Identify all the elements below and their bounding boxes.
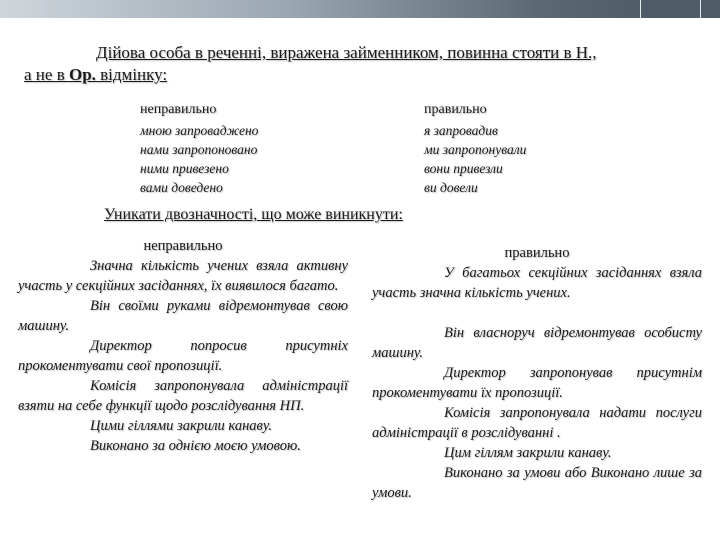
slide-top-accent (640, 0, 720, 18)
pronoun-right-header: правильно (424, 102, 487, 117)
list-item: Комісія запропонувала надати послуги адміністрації в розслідуванні . (372, 405, 702, 441)
rule-heading (24, 42, 704, 86)
pronoun-right-list (424, 121, 526, 197)
rule-heading-line2-post: відмінку: (95, 65, 168, 84)
list-item: ними привезено (140, 161, 229, 176)
list-item: Він своїми руками відремонтував свою машину. (18, 298, 348, 334)
list-item: Комісія запропонувала адміністрації взяти на себе функції щодо розслідування НП. (18, 378, 348, 414)
list-item: Виконано за умови або Виконано лише за умови. (372, 465, 702, 501)
ambiguity-wrong-header: неправильно (143, 238, 223, 254)
top-bar-divider (640, 0, 641, 18)
rule-heading-case: Ор. (68, 65, 96, 84)
list-item: я запровадив (424, 123, 498, 138)
list-item: ви довели (424, 180, 478, 195)
ambiguity-wrong-block (18, 236, 348, 456)
slide-top-bar (0, 0, 720, 18)
top-bar-divider (700, 0, 701, 18)
list-item: Виконано за однією моєю умовою. (90, 438, 301, 454)
ambiguity-right-header: правильно (504, 245, 570, 261)
list-item: Цим гіллям закрили канаву. (444, 445, 612, 461)
list-item: Він власноруч відремонтував особисту машину. (372, 325, 702, 361)
rule-heading-line1: Дійова особа в реченні, виражена займенником, повинна стояти в Н., (96, 43, 597, 62)
list-item: нами запропоновано (140, 142, 258, 157)
ambiguity-heading: Уникати двозначності, що може виникнути: (104, 206, 403, 223)
list-item: вами доведено (140, 180, 223, 195)
pronoun-wrong-header: неправильно (140, 102, 217, 117)
list-item: мною запроваджено (140, 123, 259, 138)
list-item: У багатьох секційних засіданнях взяла участь значна кількість учених. (372, 265, 702, 301)
list-item: Директор запропонував присутнім прокоментувати їх пропозиції. (372, 365, 702, 401)
pronoun-wrong-list (140, 121, 258, 197)
list-item: ми запропонували (424, 142, 527, 157)
list-item: Директор попросив присутніх прокоментувати свої пропозиції. (18, 338, 348, 374)
list-item: вони привезли (424, 161, 503, 176)
rule-heading-line2-pre: а не в (24, 65, 69, 84)
ambiguity-right-block (372, 243, 702, 503)
list-item: Цими гіллями закрили канаву. (90, 418, 272, 434)
list-item: Значна кількість учених взяла активну участь у секційних засіданнях, їх виявилося багато. (18, 258, 348, 294)
